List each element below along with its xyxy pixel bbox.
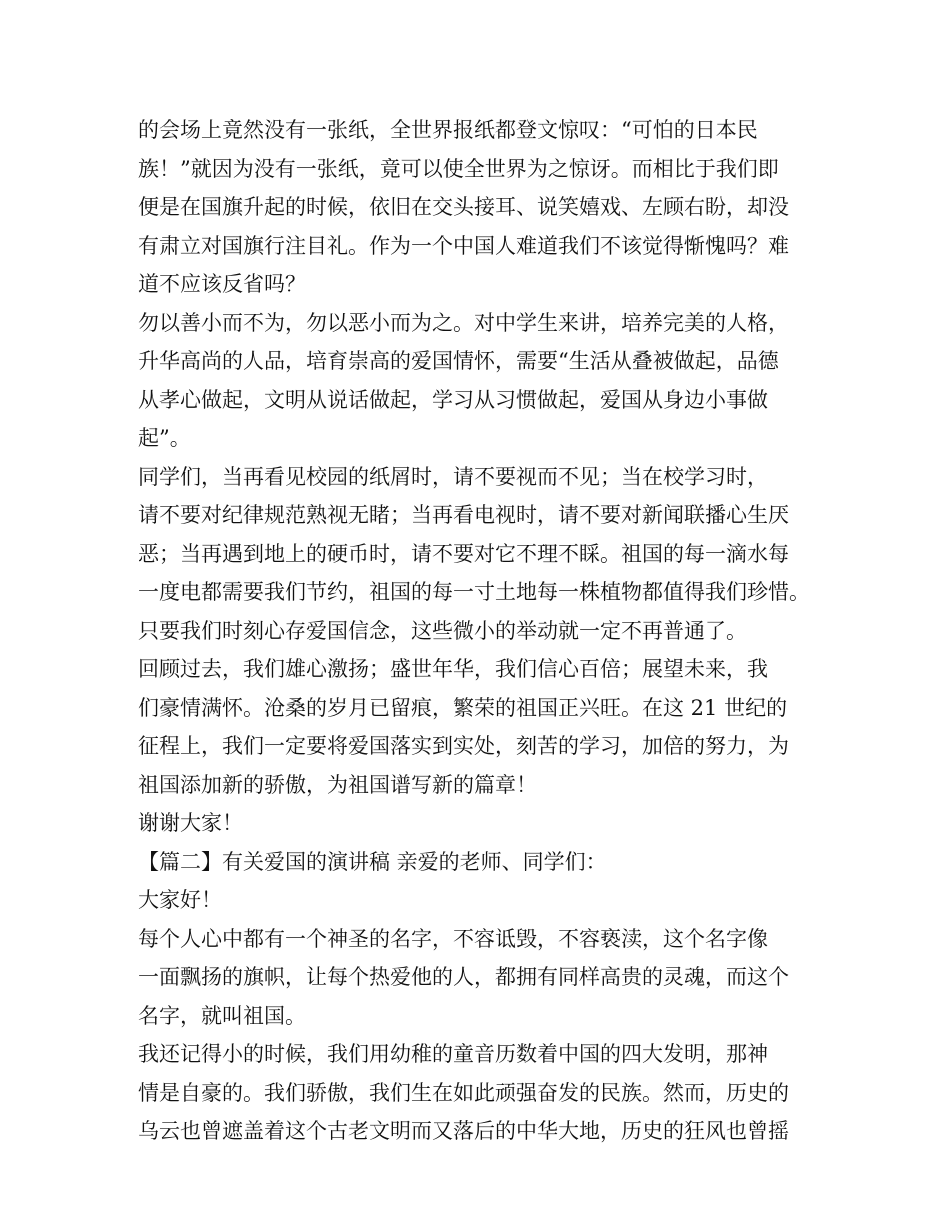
text-line: 请不要对纪律规范熟视无睹；当再看电视时，请不要对新闻联播心生厌 (138, 503, 789, 527)
text-line: 起”。 (138, 426, 191, 450)
document-body (138, 111, 828, 1151)
text-line: 我还记得小的时候，我们用幼稚的童音历数着中国的四大发明，那神 (138, 1042, 768, 1066)
text-line: 祖国添加新的骄傲，为祖国谱写新的篇章！ (138, 772, 537, 797)
text-line: 情是自豪的。我们骄傲，我们生在如此顽强奋发的民族。然而，历史的 (138, 1080, 789, 1105)
text-line: 乌云也曾遮盖着这个古老文明而又落后的中华大地，历史的狂风也曾摇 (138, 1119, 789, 1143)
text-line: 道不应该反省吗？ (138, 272, 306, 296)
text-line: 的会场上竟然没有一张纸，全世界报纸都登文惊叹：“可怕的日本民 (138, 118, 758, 142)
text-line: 大家好！ (138, 888, 222, 912)
text-line: 一面飘扬的旗帜，让每个热爱他的人，都拥有同样高贵的灵魂，而这个 (138, 965, 789, 989)
text-line: 名字，就叫祖国。 (138, 1003, 306, 1028)
text-line: 谢谢大家！ (138, 811, 243, 835)
text-line: 每个人心中都有一个神圣的名字，不容诋毁，不容亵渎，这个名字像 (138, 926, 768, 951)
section-heading: 【篇二】有关爱国的演讲稿 亲爱的老师、同学们： (138, 849, 607, 874)
text-line: 一度电都需要我们节约，祖国的每一寸土地每一株植物都值得我们珍惜。 (138, 580, 810, 604)
text-line: 族！”就因为没有一张纸，竟可以使全世界为之惊讶。而相比于我们即 (138, 156, 779, 181)
text-line: 征程上，我们一定要将爱国落实到实处，刻苦的学习，加倍的努力，为 (138, 734, 789, 758)
text-line: 便是在国旗升起的时候，依旧在交头接耳、说笑嬉戏、左顾右盼，却没 (138, 195, 789, 219)
text-line: 只要我们时刻心存爱国信念，这些微小的举动就一定不再普通了。 (138, 618, 747, 643)
text-line: 勿以善小而不为，勿以恶小而为之。对中学生来讲，培养完美的人格， (138, 310, 789, 335)
text-line: 升华高尚的人品，培育崇高的爱国情怀，需要“生活从叠被做起，品德 (138, 349, 779, 373)
text-line: 从孝心做起，文明从说话做起，学习从习惯做起，爱国从身边小事做 (138, 387, 768, 412)
text-line: 回顾过去，我们雄心激扬；盛世年华，我们信心百倍；展望未来，我 (138, 657, 768, 681)
text-line: 恶；当再遇到地上的硬币时，请不要对它不理不睬。祖国的每一滴水每 (138, 541, 789, 566)
text-line: 同学们，当再看见校园的纸屑时，请不要视而不见；当在校学习时， (138, 464, 768, 489)
text-line: 们豪情满怀。沧桑的岁月已留痕，繁荣的祖国正兴旺。在这 21 世纪的 (138, 695, 788, 720)
text-line: 有肃立对国旗行注目礼。作为一个中国人难道我们不该觉得惭愧吗？难 (138, 233, 789, 258)
